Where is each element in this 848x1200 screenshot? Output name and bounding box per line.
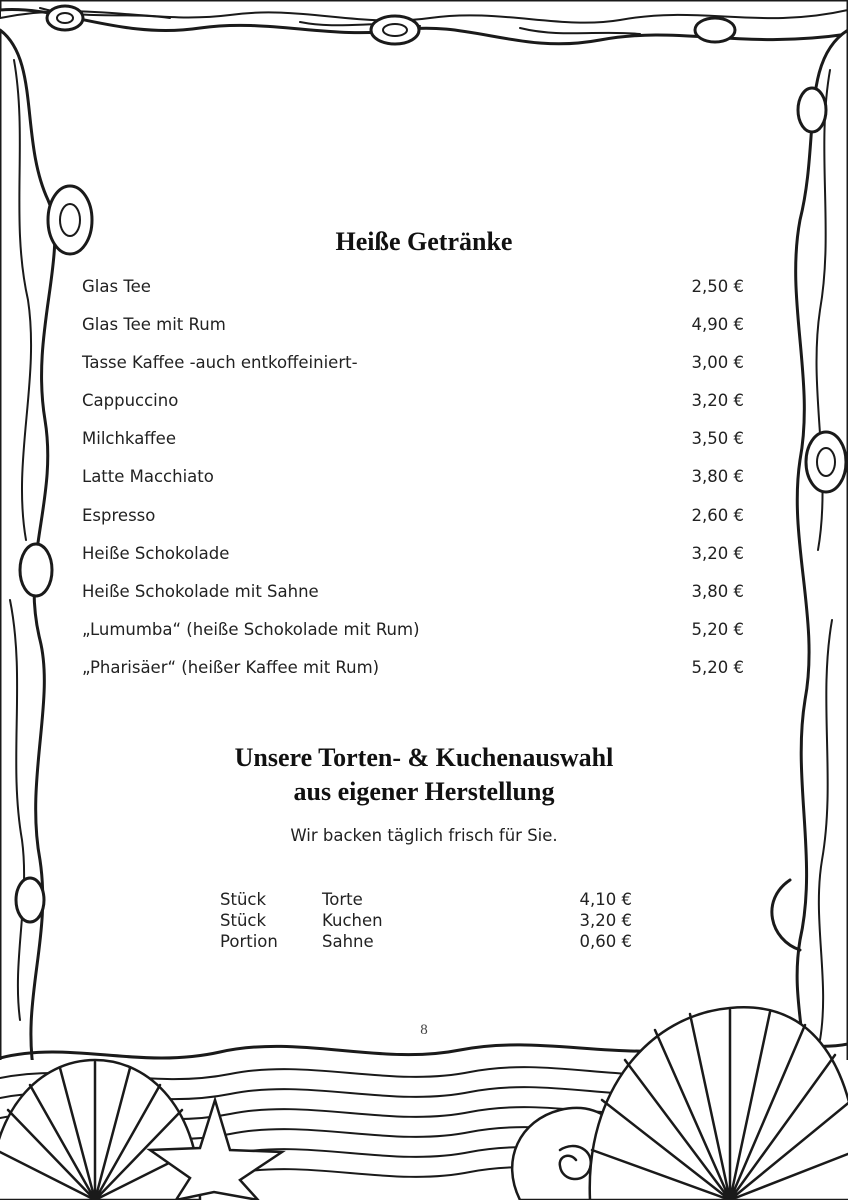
cakes-title (0, 741, 848, 809)
page-number: 8 (420, 1022, 428, 1038)
cakes-title-line2: aus eigener Herstellung (293, 777, 555, 806)
menu-item (82, 541, 744, 579)
item-name: Heiße Schokolade (82, 543, 230, 563)
hot-drinks-list (82, 274, 744, 693)
cake-name: Sahne (322, 932, 374, 951)
item-price: 5,20 € (691, 619, 744, 639)
item-price: 2,50 € (691, 277, 744, 296)
menu-item (82, 579, 744, 617)
menu-item (82, 274, 744, 312)
item-price: 2,60 € (691, 505, 744, 525)
item-name: Glas Tee (82, 277, 151, 296)
menu-item (82, 426, 744, 464)
item-price: 3,00 € (691, 353, 744, 373)
cake-row (220, 889, 632, 910)
cakes-title-line1: Unsere Torten- & Kuchenauswahl (234, 743, 614, 772)
cake-row (220, 931, 632, 952)
cake-name: Torte (322, 890, 363, 909)
item-name: Heiße Schokolade mit Sahne (82, 581, 319, 601)
item-price: 3,20 € (691, 391, 744, 411)
item-price: 3,80 € (691, 581, 744, 601)
menu-item (82, 464, 744, 502)
cake-row (220, 910, 632, 931)
item-name: Latte Macchiato (82, 467, 214, 487)
menu-item (82, 312, 744, 350)
item-name: „Lumumba“ (heiße Schokolade mit Rum) (82, 619, 420, 639)
item-name: Tasse Kaffee -auch entkoffeiniert- (82, 353, 358, 373)
cake-name: Kuchen (322, 911, 383, 930)
item-price: 5,20 € (691, 657, 744, 677)
menu-item (82, 617, 744, 655)
hot-drinks-title: Heiße Getränke (335, 227, 513, 256)
item-name: Espresso (82, 505, 156, 525)
item-name: Milchkaffee (82, 429, 176, 449)
item-price: 3,50 € (691, 429, 744, 449)
item-name: Glas Tee mit Rum (82, 315, 226, 335)
item-price: 3,20 € (691, 543, 744, 563)
menu-item (82, 350, 744, 388)
cake-price: 3,20 € (579, 911, 632, 930)
cake-unit: Portion (220, 932, 278, 951)
cake-price: 4,10 € (579, 890, 632, 909)
cakes-subtitle: Wir backen täglich frisch für Sie. (290, 826, 558, 845)
menu-item (82, 503, 744, 541)
cake-price: 0,60 € (579, 932, 632, 951)
cake-unit: Stück (220, 890, 267, 909)
item-price: 4,90 € (691, 315, 744, 335)
menu-item (82, 655, 744, 693)
item-name: „Pharisäer“ (heißer Kaffee mit Rum) (82, 657, 380, 677)
item-name: Cappuccino (82, 391, 179, 411)
menu-item (82, 388, 744, 426)
cake-unit: Stück (220, 911, 267, 930)
item-price: 3,80 € (691, 467, 744, 487)
cakes-table (220, 889, 632, 952)
